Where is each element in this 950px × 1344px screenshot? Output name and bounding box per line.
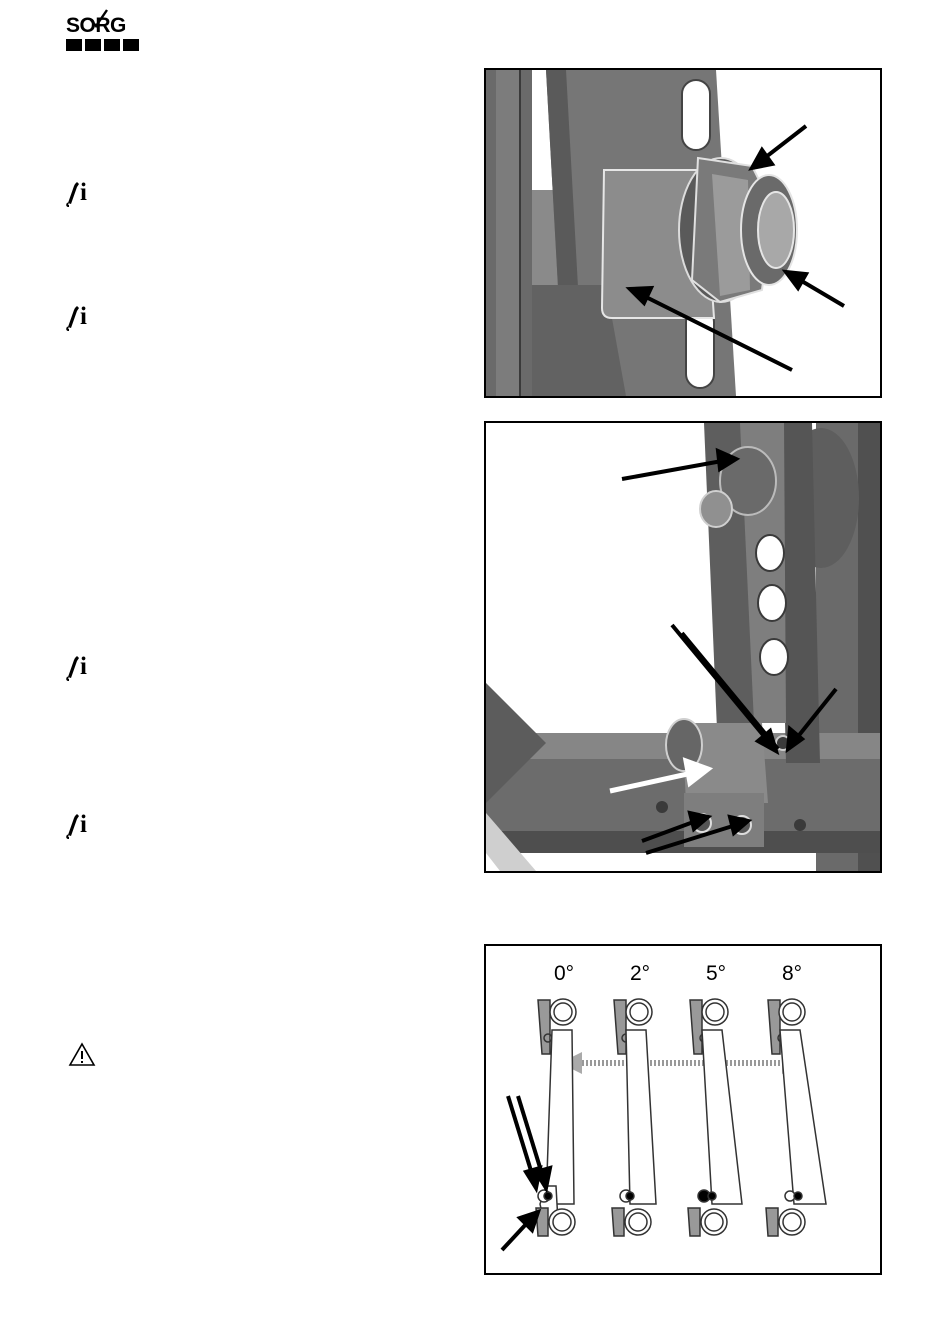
logo-checkmark-icon xyxy=(88,8,110,30)
axle-nut-illustration xyxy=(486,70,880,396)
info-glyph: i xyxy=(80,653,87,680)
link-8deg xyxy=(766,999,826,1236)
logo-blocks xyxy=(66,39,139,51)
figure-angle-settings xyxy=(484,944,882,1275)
figure-axle-nut xyxy=(484,68,882,398)
link-2deg xyxy=(612,999,656,1236)
sorg-logo xyxy=(66,14,144,54)
wrench-info-icon xyxy=(66,305,94,331)
link-assembly-illustration xyxy=(486,423,880,871)
angle-label-0: 0° xyxy=(554,962,575,985)
wrench-info-icon xyxy=(66,813,94,839)
wrench-info-icon xyxy=(66,655,94,681)
angle-settings-illustration xyxy=(486,946,880,1273)
wrench-info-icon xyxy=(66,181,94,207)
link-0deg xyxy=(536,999,576,1236)
warning-triangle-icon xyxy=(68,1042,96,1068)
info-glyph: i xyxy=(80,303,87,330)
logo-text: SORG xyxy=(66,14,126,37)
info-glyph: i xyxy=(80,179,87,206)
angle-label-5: 5° xyxy=(706,962,727,985)
link-5deg xyxy=(688,999,742,1236)
angle-label-8: 8° xyxy=(782,962,803,985)
angle-label-2: 2° xyxy=(630,962,651,985)
figure-link-assembly xyxy=(484,421,882,873)
info-glyph: i xyxy=(80,811,87,838)
